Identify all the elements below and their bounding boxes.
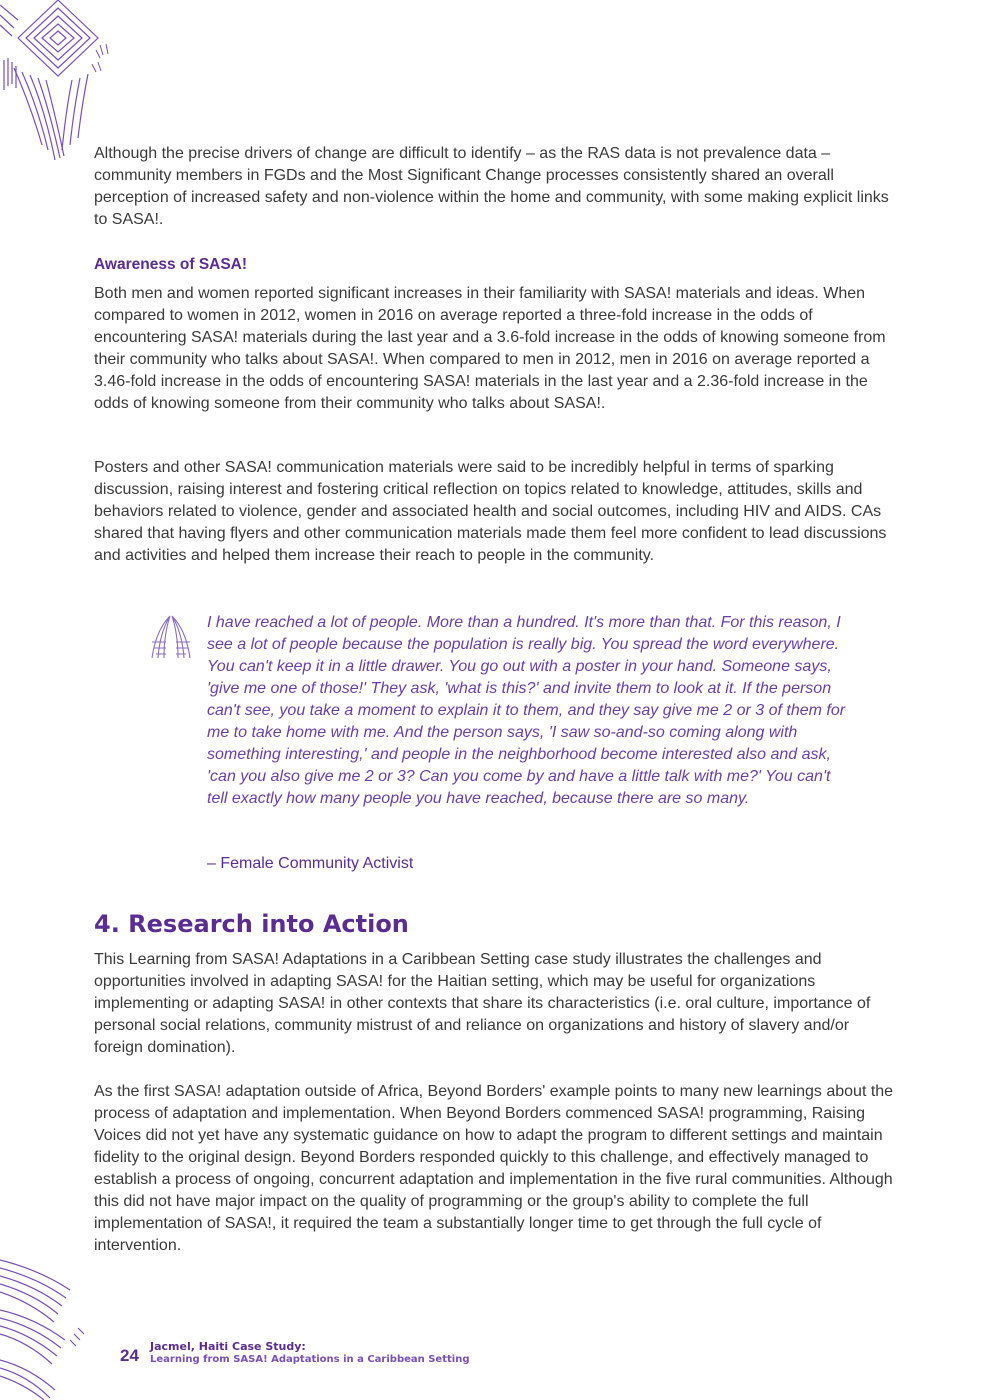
quote-attribution: – Female Community Activist xyxy=(207,855,414,872)
intro-paragraph: Although the precise drivers of change are difficult to identify – as the RAS data is not prevalence data – community members in FGDs and the Most Significant Change processes consistently shared an overall perception of increased safety and non-violence within the home and community, with some making explicit links to SASA!. xyxy=(94,145,889,228)
pull-quote: I have reached a lot of people. More than a hundred. It's more than that. For this reason, I see a lot of people because the population is really big. You spread the word everywhere. You can't keep it in a little drawer. You go out with a poster in your hand. Someone says, 'give me one of those!' They ask, 'what is this?' and invite them to look at it. If the person can't see, you take a moment to explain it to them, and they say give me 2 or 3 of them for me to take home with me. And the person says, 'I saw so-and-so coming along with something interesting,' and people in the neighborhood become interested also and ask, 'can you also give me 2 or 3? Can you come by and have a little talk with me?' You can't tell exactly how many people you have reached, because there are so many. xyxy=(207,614,846,807)
research-paragraph-2: As the first SASA! adaptation outside of Africa, Beyond Borders' example points to many new learnings about the process of adaptation and implementation. When Beyond Borders commenced SASA! programming, Raising Voices did not yet have any systematic guidance on how to adapt the program to different settings and maintain fidelity to the original design. Beyond Borders responded quickly to this challenge, and effectively managed to establish a process of ongoing, concurrent adaptation and implementation in the five rural communities. Although this did not have major impact on the quality of programming or the group's ability to complete the full implementation of SASA!, it required the team a substantially longer time to get through the full cycle of intervention. xyxy=(94,1083,894,1254)
page-number: 24 xyxy=(120,1346,139,1365)
research-paragraph-1: This Learning from SASA! Adaptations in a Caribbean Setting case study illustrates the challenges and opportunities involved in adapting SASA! for the Haitian setting, which may be useful for organizations implementing or adapting SASA! in other contexts that share its characteristics (i.e. oral culture, importance of personal social relations, community mistrust of and reliance on organizations and history of slavery and/or foreign domination). xyxy=(94,951,871,1056)
quote-mark-icon xyxy=(148,612,194,662)
footer-subtitle: Learning from SASA! Adaptations in a Caribbean Setting xyxy=(150,1354,470,1365)
decorative-pattern-bottom xyxy=(0,1250,100,1400)
footer-title: Jacmel, Haiti Case Study: xyxy=(150,1340,306,1353)
posters-paragraph: Posters and other SASA! communication materials were said to be incredibly helpful in terms of sparking discussion, raising interest and fostering critical reflection on topics related to knowledge, attitudes, skills and behaviors related to violence, gender and associated health and social outcomes, including HIV and AIDS. CAs shared that having flyers and other communication materials made them feel more confident to lead discussions and activities and helped them increase their reach to people in the community. xyxy=(94,459,887,564)
awareness-paragraph: Both men and women reported significant increases in their familiarity with SASA! materials and ideas. When compared to women in 2012, women in 2016 on average reported a three-fold increase in the odds of encountering SASA! materials during the last year and a 3.6-fold increase in the odds of knowing someone from their community who talks about SASA!. When compared to men in 2012, men in 2016 on average reported a 3.46-fold increase in the odds of encountering SASA! materials in the last year and a 2.36-fold increase in the odds of knowing someone from their community who talks about SASA!. xyxy=(94,285,886,412)
section-heading: 4. Research into Action xyxy=(94,910,409,938)
subheading-awareness: Awareness of SASA! xyxy=(94,256,248,273)
